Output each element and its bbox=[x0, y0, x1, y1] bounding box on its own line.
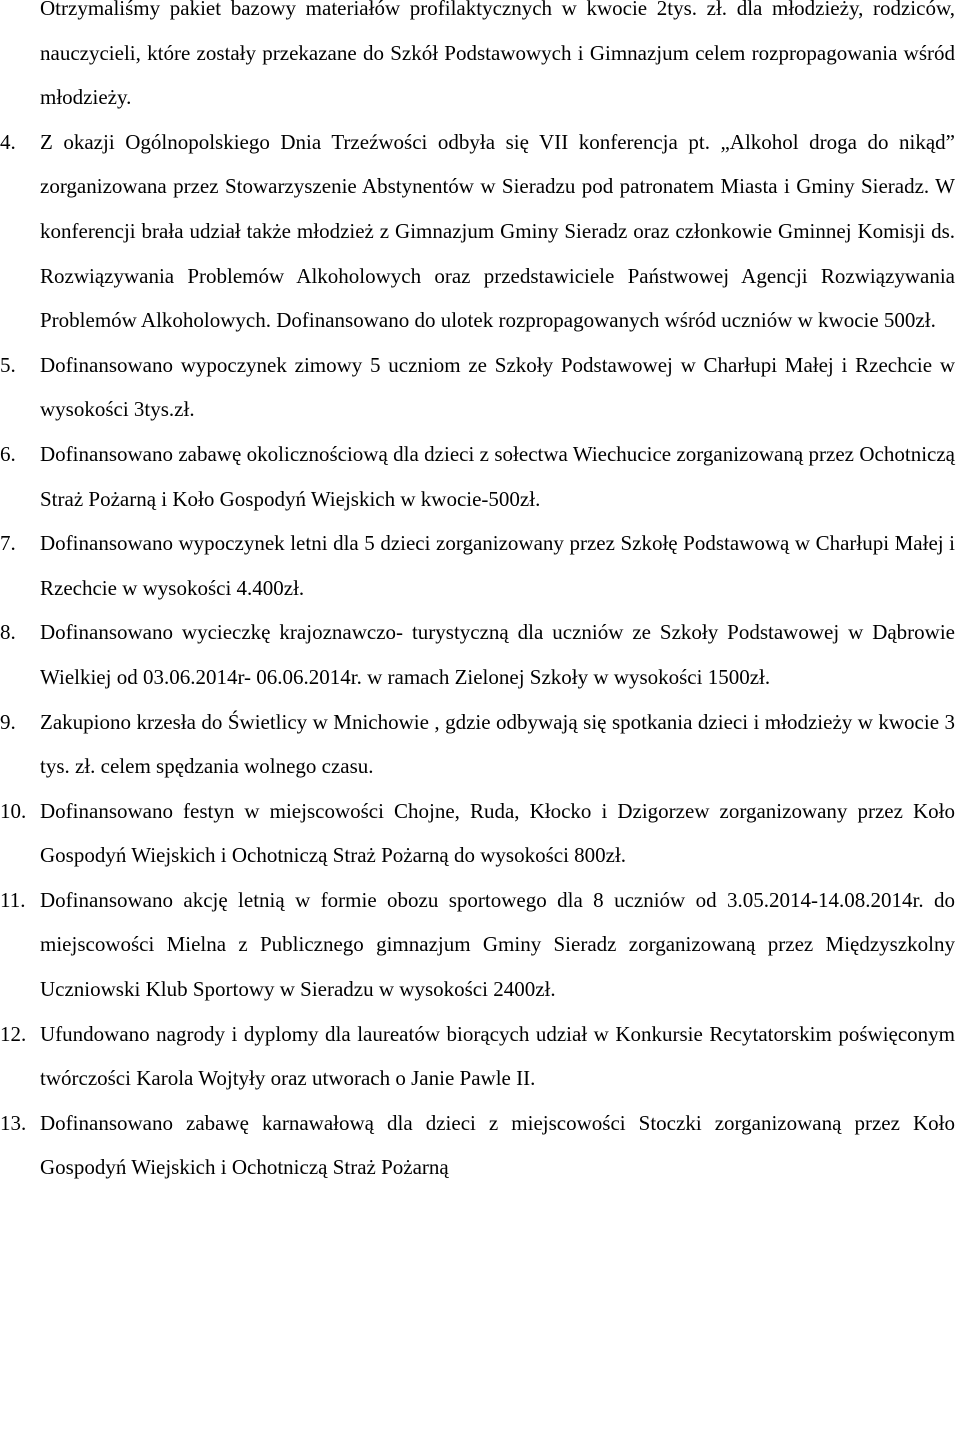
list-item-text: Dofinansowano wycieczkę krajoznawczo- turystyczną dla uczniów ze Szkoły Podstawowej w Dąbrowie Wielkiej od 03.06.2014r- 06.06.2014r. w ramach Zielonej Szkoły w wysokości 1500zł. bbox=[40, 620, 955, 689]
list-item-text: Dofinansowano wypoczynek zimowy 5 uczniom ze Szkoły Podstawowej w Charłupi Małej i Rzechcie w wysokości 3tys.zł. bbox=[40, 352, 955, 422]
intro-paragraph: Otrzymaliśmy pakiet bazowy materiałów profilaktycznych w kwocie 2tys. zł. dla młodzieży, rodziców, nauczycieli, które zostały przekazane do Szkół Podstawowych i Gimnazjum celem rozpropagowania wśród młodzieży. bbox=[40, 0, 955, 110]
numbered-list bbox=[0, 120, 955, 1190]
list-item bbox=[0, 1101, 955, 1190]
list-item-number: 6. bbox=[0, 441, 16, 466]
list-item-number: 11. bbox=[0, 887, 26, 912]
list-item bbox=[0, 120, 955, 343]
list-item-number: 5. bbox=[0, 352, 16, 377]
list-item-number: 7. bbox=[0, 531, 16, 556]
list-item bbox=[0, 521, 955, 610]
list-item-number: 4. bbox=[0, 129, 16, 154]
list-item bbox=[0, 878, 955, 1012]
list-item-text: Dofinansowano zabawę karnawałową dla dzieci z miejscowości Stoczki zorganizowaną przez Koło Gospodyń Wiejskich i Ochotniczą Straż Pożarną bbox=[40, 1110, 955, 1180]
list-item-text: Dofinansowano akcję letnią w formie obozu sportowego dla 8 uczniów od 3.05.2014-14.08.2014r. do miejscowości Mielna z Publicznego gimnazjum Gminy Sieradz zorganizowaną przez Międzyszkolny Uczniowski Klub Sportowy w Sieradzu w wysokości 2400zł. bbox=[40, 887, 955, 1002]
list-item bbox=[0, 789, 955, 878]
list-item bbox=[0, 432, 955, 521]
list-item-text: Zakupiono krzesła do Świetlicy w Mnichowie , gdzie odbywają się spotkania dzieci i młodzieży w kwocie 3 tys. zł. celem spędzania wolnego czasu. bbox=[40, 709, 955, 779]
list-item-number: 9. bbox=[0, 709, 16, 734]
list-item-number: 12. bbox=[0, 1021, 27, 1046]
list-item-number: 8. bbox=[0, 620, 16, 645]
list-item-number: 10. bbox=[0, 798, 27, 823]
list-item bbox=[0, 700, 955, 789]
list-item-text: Ufundowano nagrody i dyplomy dla laureatów biorących udział w Konkursie Recytatorskim poświęconym twórczości Karola Wojtyły oraz utworach o Janie Pawle II. bbox=[40, 1021, 955, 1091]
list-item-text: Z okazji Ogólnopolskiego Dnia Trzeźwości odbyła się VII konferencja pt. „Alkohol droga do nikąd” zorganizowana przez Stowarzyszenie Abstynentów w Sieradzu pod patronatem Miasta i Gminy Sieradz. W konferencji brała udział także młodzież z Gimnazjum Gminy Sieradz oraz członkowie Gminnej Komisji ds. Rozwiązywania Problemów Alkoholowych oraz przedstawiciele Państwowej Agencji Rozwiązywania Problemów Alkoholowych. Dofinansowano do ulotek rozpropagowanych wśród uczniów w kwocie 500zł. bbox=[40, 129, 955, 333]
list-item-text: Dofinansowano zabawę okolicznościową dla dzieci z sołectwa Wiechucice zorganizowaną przez Ochotniczą Straż Pożarną i Koło Gospodyń Wiejskich w kwocie-500zł. bbox=[40, 441, 955, 511]
list-item bbox=[0, 1012, 955, 1101]
list-item bbox=[0, 343, 955, 432]
list-item-text: Dofinansowano wypoczynek letni dla 5 dzieci zorganizowany przez Szkołę Podstawową w Charłupi Małej i Rzechcie w wysokości 4.400zł. bbox=[40, 531, 955, 600]
list-item bbox=[0, 610, 955, 699]
list-item-number: 13. bbox=[0, 1110, 27, 1135]
list-item-text: Dofinansowano festyn w miejscowości Chojne, Ruda, Kłocko i Dzigorzew zorganizowany przez Koło Gospodyń Wiejskich i Ochotniczą Straż Pożarną do wysokości 800zł. bbox=[40, 798, 955, 868]
